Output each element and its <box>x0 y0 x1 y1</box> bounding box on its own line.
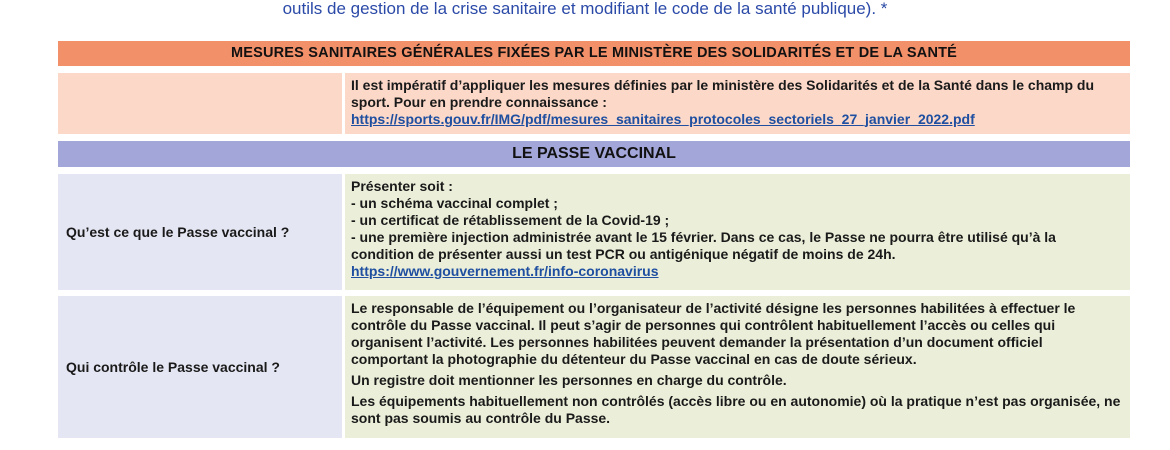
answer-paragraph: Les équipements habituellement non contrôlés (accès libre ou en autonomie) où la pratique n’est pas organisée, ne sont pas soumis au contrôle du Passe. <box>351 393 1121 426</box>
answer-line: Présenter soit : <box>351 178 453 194</box>
table-row-definition <box>58 174 1130 290</box>
table-row-controle <box>58 296 1130 438</box>
question-cell <box>58 296 342 438</box>
answer-cell <box>345 296 1130 438</box>
answer-paragraph: Le responsable de l’équipement ou l’organisateur de l’activité désigne les personnes habilitées à effectuer le contrôle du Passe vaccinal. Il peut s’agir de personnes qui contrôlent habituellement l’accès ou celles qui organisent l’activité. Les personnes habilitées peuvent demander la présentation d’un document officiel comportant la photographie du détenteur du Passe vaccinal en cas de doute sérieux. <box>351 300 1076 367</box>
content-cell <box>345 73 1130 134</box>
answer-line: - une première injection administrée avant le 15 février. Dans ce cas, le Passe ne pourra être utilisé qu’à la condition de présenter aussi un test PCR ou antigénique négatif de moins de 24h. <box>351 229 1056 262</box>
mesures-text: Il est impératif d’appliquer les mesures définies par le ministère des Solidarités et de la Santé dans le champ du sport. Pour en prendre connaissance : <box>351 77 1095 110</box>
intro-caption: outils de gestion de la crise sanitaire et modifiant le code de la santé publique). * <box>282 0 888 18</box>
answer-line: - un schéma vaccinal complet ; <box>351 195 558 211</box>
answer-line: - un certificat de rétablissement de la Covid-19 ; <box>351 212 670 228</box>
question-label: Qu’est ce que le Passe vaccinal ? <box>66 224 290 240</box>
answer-cell <box>345 174 1130 290</box>
section-header-mesures-sanitaires: MESURES SANITAIRES GÉNÉRALES FIXÉES PAR LE MINISTÈRE DES SOLIDARITÉS ET DE LA SANTÉ <box>58 41 1130 66</box>
question-cell <box>58 174 342 290</box>
empty-label-cell <box>58 73 342 134</box>
question-label: Qui contrôle le Passe vaccinal ? <box>66 359 280 375</box>
mesures-sanitaires-link[interactable]: https://sports.gouv.fr/IMG/pdf/mesures_sanitaires_protocoles_sectoriels_27_janvier_2022.pdf <box>351 111 975 127</box>
answer-paragraph: Un registre doit mentionner les personnes en charge du contrôle. <box>351 372 787 388</box>
gouvernement-info-link[interactable]: https://www.gouvernement.fr/info-coronavirus <box>351 263 659 279</box>
section-header-passe-vaccinal: LE PASSE VACCINAL <box>58 141 1130 167</box>
table-row-mesures <box>58 73 1130 134</box>
